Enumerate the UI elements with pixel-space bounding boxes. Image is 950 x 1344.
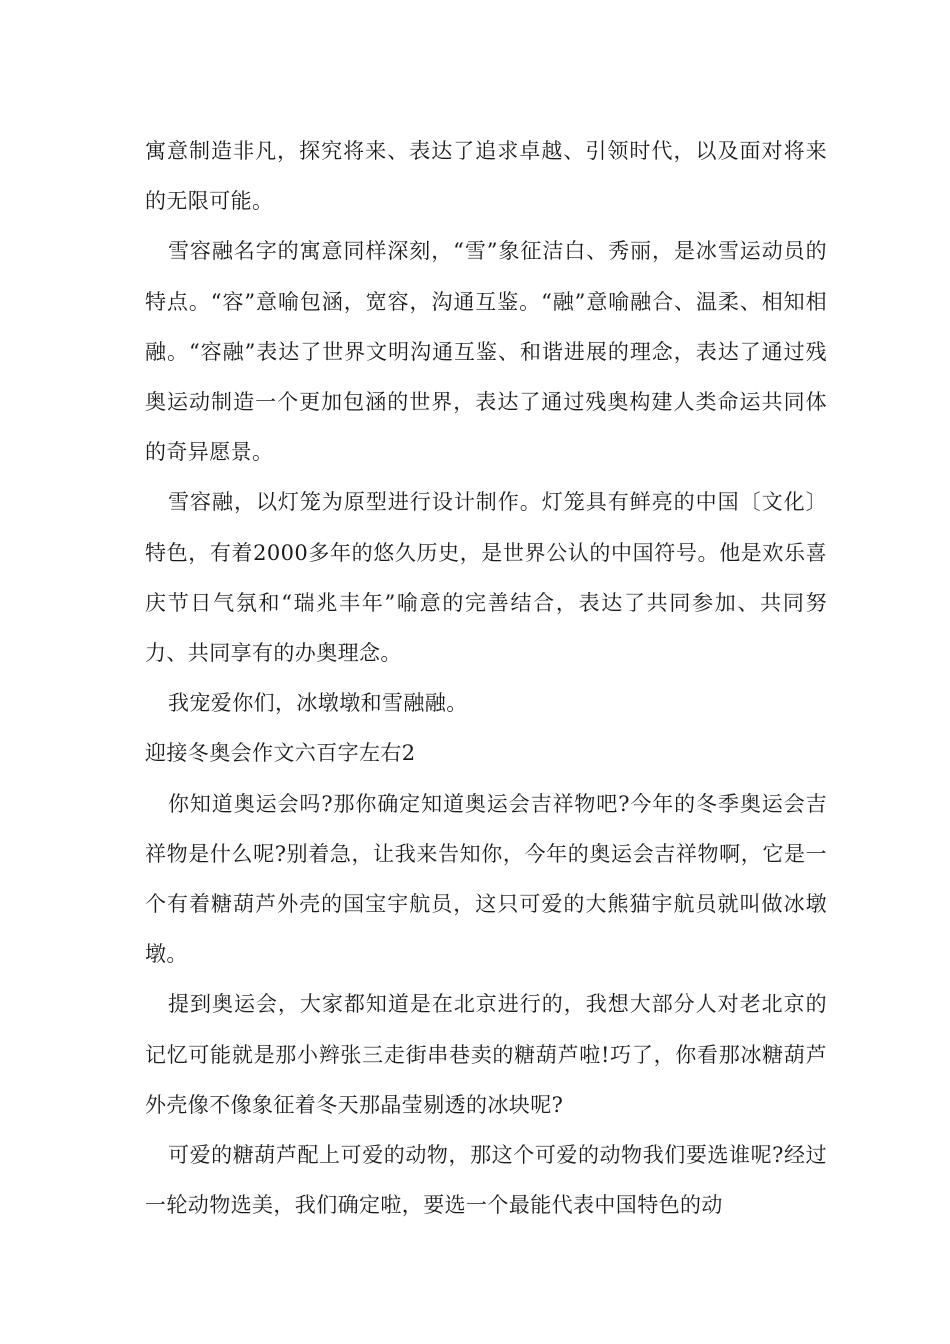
document-body [145, 126, 827, 1230]
paragraph-xuerongrong-lantern-design: 雪容融，以灯笼为原型进行设计制作。灯笼具有鲜亮的中国〔文化〕特色，有着2000多年的悠久历史，是世界公认的中国符号。他是欢乐喜庆节日气氛和“瑞兆丰年”喻意的完善结合，表达了共同参加、共同努力、共同享有的办奥理念。 [145, 490, 827, 666]
paragraph-continuation: 寓意制造非凡，探究将来、表达了追求卓越、引领时代，以及面对将来的无限可能。 [145, 139, 827, 214]
paragraph-xuerongrong-name-meaning: 雪容融名字的寓意同样深刻，“雪”象征洁白、秀丽，是冰雪运动员的特点。“容”意喻包涵，宽容，沟通互鉴。“融”意喻融合、温柔、相知相融。“容融”表达了世界文明沟通互鉴、和谐进展的理念，表达了通过残奥运动制造一个更加包涵的世界，表达了通过残奥构建人类命运共同体的奇异愿景。 [145, 239, 827, 465]
paragraph-closing-line: 我宠爱你们，冰墩墩和雪融融。 [168, 691, 468, 716]
paragraph-animal-selection: 可爱的糖葫芦配上可爱的动物，那这个可爱的动物我们要选谁呢?经过一轮动物选美，我们确定啦，要选一个最能代表中国特色的动 [145, 1143, 827, 1218]
section-heading [145, 728, 827, 778]
paragraph-mascot-intro: 你知道奥运会吗?那你确定知道奥运会吉祥物吧?今年的冬季奥运会吉祥物是什么呢?别着急，让我来告知你，今年的奥运会吉祥物啊，它是一个有着糖葫芦外壳的国宝宇航员，这只可爱的大熊猫宇航员就叫做冰墩墩。 [145, 791, 827, 967]
paragraph-beijing-tanghulu: 提到奥运会，大家都知道是在北京进行的，我想大部分人对老北京的记忆可能就是那小辫张三走街串巷卖的糖葫芦啦!巧了，你看那冰糖葫芦外壳像不像象征着冬天那晶莹剔透的冰块呢? [145, 992, 827, 1117]
section-heading-text: 迎接冬奥会作文六百字左右2 [145, 741, 416, 766]
